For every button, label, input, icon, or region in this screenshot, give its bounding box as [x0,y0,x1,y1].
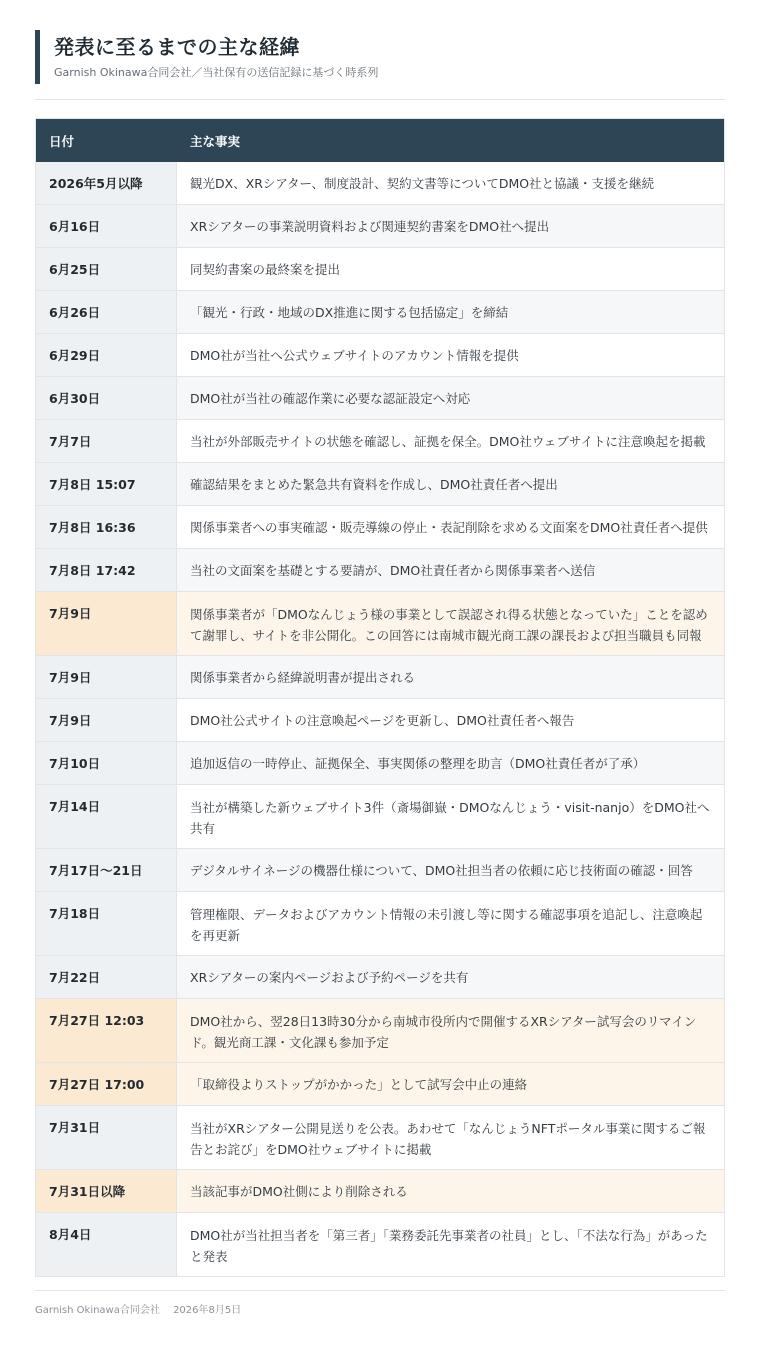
date-cell: 6月25日 [36,248,177,290]
date-cell: 7月7日 [36,420,177,462]
date-cell: 7月18日 [36,892,177,955]
event-cell: 当社が構築した新ウェブサイト3件（斎場御嶽・DMOなんじょう・visit-nanjo）をDMO社へ共有 [177,785,724,848]
table-row [36,1212,724,1276]
event-cell: 「観光・行政・地域のDX推進に関する包括協定」を締結 [177,291,724,333]
date-cell: 7月8日 17:42 [36,549,177,591]
table-row [36,955,724,998]
date-cell: 2026年5月以降 [36,162,177,204]
event-cell: DMO社が当社へ公式ウェブサイトのアカウント情報を提供 [177,334,724,376]
event-cell: 管理権限、データおよびアカウント情報の未引渡し等に関する確認事項を追記し、注意喚起を再更新 [177,892,724,955]
event-cell: DMO社が当社担当者を「第三者」「業務委託先事業者の社員」とし、「不法な行為」があったと発表 [177,1213,724,1276]
event-cell: 当社が外部販売サイトの状態を確認し、証拠を保全。DMO社ウェブサイトに注意喚起を掲載 [177,420,724,462]
date-cell: 7月9日 [36,592,177,655]
divider [35,99,725,100]
event-cell: 当社の文面案を基礎とする要請が、DMO社責任者から関係事業者へ送信 [177,549,724,591]
table-row [36,548,724,591]
date-cell: 7月14日 [36,785,177,848]
table-row [36,998,724,1062]
table-row [36,1169,724,1212]
column-header-event: 主な事実 [190,133,241,149]
event-cell: XRシアターの案内ページおよび予約ページを共有 [177,956,724,998]
event-cell: 当該記事がDMO社側により削除される [177,1170,724,1212]
event-cell: 「取締役よりストップがかかった」として試写会中止の連絡 [177,1063,724,1105]
table-row [36,848,724,891]
table-row [36,1062,724,1105]
event-cell: 関係事業者から経緯説明書が提出される [177,656,724,698]
event-cell: 観光DX、XRシアター、制度設計、契約文書等についてDMO社と協議・支援を継続 [177,162,724,204]
table-row [36,419,724,462]
date-cell: 6月16日 [36,205,177,247]
column-header-date: 日付 [49,133,75,149]
date-cell: 7月31日以降 [36,1170,177,1212]
event-cell: 関係事業者が「DMOなんじょう様の事業として誤認され得る状態となっていた」ことを認めて謝罪し、サイトを非公開化。この回答には南城市観光商工課の課長および担当職員も同報 [177,592,724,655]
date-cell: 6月29日 [36,334,177,376]
page-title: 発表に至るまでの主な経緯 [54,35,300,59]
event-cell: 当社がXRシアター公開見送りを公表。あわせて「なんじょうNFTポータル事業に関するご報告とお詫び」をDMO社ウェブサイトに掲載 [177,1106,724,1169]
event-cell: DMO社が当社の確認作業に必要な認証設定へ対応 [177,377,724,419]
event-cell: 確認結果をまとめた緊急共有資料を作成し、DMO社責任者へ提出 [177,463,724,505]
event-cell: XRシアターの事業説明資料および関連契約書案をDMO社へ提出 [177,205,724,247]
event-cell: 同契約書案の最終案を提出 [177,248,724,290]
date-cell: 7月8日 16:36 [36,506,177,548]
footer [35,1301,241,1316]
table-row [36,505,724,548]
table-row [36,290,724,333]
table-row [36,462,724,505]
table-row [36,655,724,698]
page-header [35,30,725,84]
date-cell: 7月31日 [36,1106,177,1169]
page-subtitle: Garnish Okinawa合同会社／当社保有の送信記録に基づく時系列 [54,66,379,79]
date-cell: 7月9日 [36,699,177,741]
date-cell: 8月4日 [36,1213,177,1276]
date-cell: 7月9日 [36,656,177,698]
footer-company: Garnish Okinawa合同会社 [35,1305,160,1316]
divider [35,1290,725,1291]
event-cell: デジタルサイネージの機器仕様について、DMO社担当者の依頼に応じ技術面の確認・回答 [177,849,724,891]
date-cell: 7月10日 [36,742,177,784]
date-cell: 7月17日〜21日 [36,849,177,891]
table-header [36,119,724,162]
event-cell: DMO社公式サイトの注意喚起ページを更新し、DMO社責任者へ報告 [177,699,724,741]
table-row [36,162,724,204]
date-cell: 7月8日 15:07 [36,463,177,505]
date-cell: 7月22日 [36,956,177,998]
table-row [36,698,724,741]
table-row [36,247,724,290]
footer-date: 2026年8月5日 [173,1305,242,1316]
timeline-table [35,118,725,1277]
date-cell: 6月26日 [36,291,177,333]
table-row [36,204,724,247]
event-cell: DMO社から、翌28日13時30分から南城市役所内で開催するXRシアター試写会のリマインド。観光商工課・文化課も参加予定 [177,999,724,1062]
event-cell: 関係事業者への事実確認・販売導線の停止・表記削除を求める文面案をDMO社責任者へ提供 [177,506,724,548]
event-cell: 追加返信の一時停止、証拠保全、事実関係の整理を助言（DMO社責任者が了承） [177,742,724,784]
table-row [36,784,724,848]
table-row [36,376,724,419]
date-cell: 7月27日 17:00 [36,1063,177,1105]
table-row [36,891,724,955]
table-row [36,591,724,655]
date-cell: 6月30日 [36,377,177,419]
table-row [36,1105,724,1169]
table-row [36,741,724,784]
table-row [36,333,724,376]
table-body [36,162,724,1276]
date-cell: 7月27日 12:03 [36,999,177,1062]
